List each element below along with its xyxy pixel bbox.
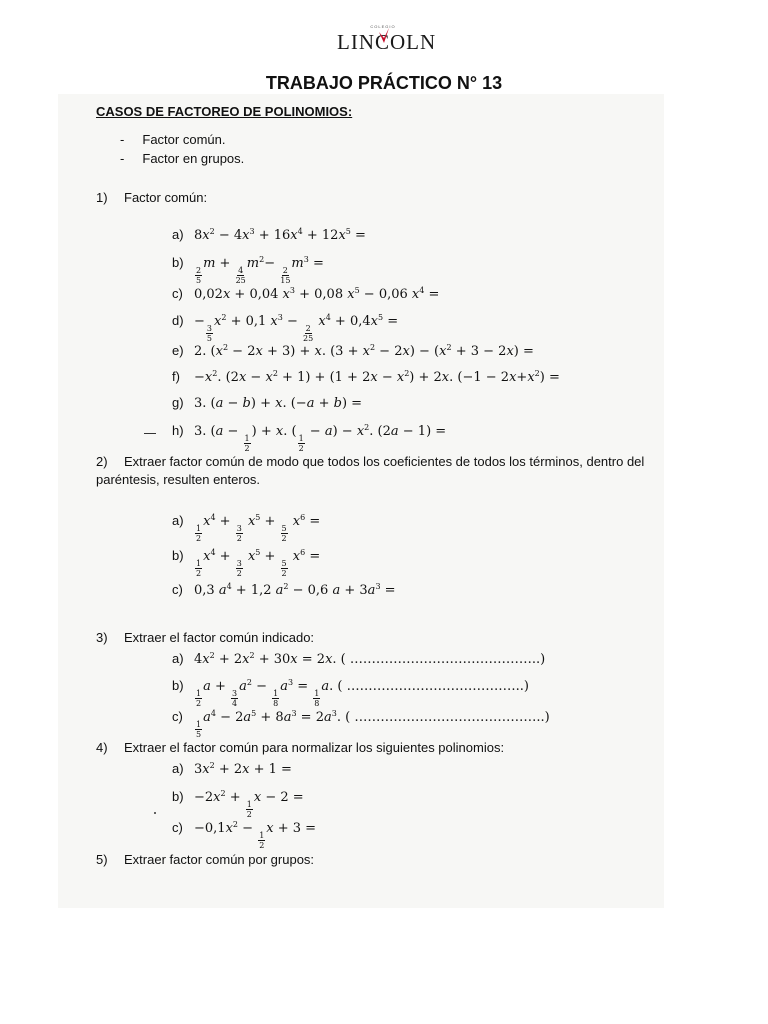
exercise-2c: c) 0,3 $a^4 + 1,2$ $a^2 - 0,6$ $a + 3a^3$ = (172, 582, 396, 598)
exercise-1c: c) 0,02x + 0,04 $x^3 + 0,08$ $x^5 - 0,06$ $x^4$ = (172, 286, 440, 302)
school-logo (337, 24, 437, 58)
exercise-1b: b) $\frac{2}{5}$ m + $\frac{4}{25}$ $m^2-$ $\frac{2}{15}$ $m^3$ = (172, 255, 324, 285)
exercise-1e: e) 2. $(x^2 - 2x + 3) + x$. $(3 + x^2 - 2x) - (x^2 + 3 - 2x)$ = (172, 343, 534, 359)
exercise-3c: c) $\frac{1}{5}$ $a^4 - 2a^5 + 8a^3 = 2a^3$. ( ……………………………………..) (172, 709, 550, 739)
pen-mark (144, 433, 156, 434)
exercise-1a: a) $8x^2 - 4x^3 + 16x^4 + 12x^5$ = (172, 227, 366, 243)
exercise-3b: b) $\frac{1}{2}$ a + $\frac{3}{4}$ $a^2$ − $\frac{1}{8}$ $a^3$ = $\frac{1}{8}$ a. ( …………………………………..) (172, 678, 529, 708)
section-1-heading: 1) Factor común: (96, 190, 208, 205)
bullet-item: - Factor común. (120, 132, 226, 147)
exercise-4b: $b) -2x^2$ + $\frac{1}{2}$ x − 2 = (172, 789, 304, 819)
exercise-1g: g) 3. (a − b) + x. (−a + b) = (172, 395, 363, 411)
pen-dot (154, 812, 156, 814)
exercise-4c: $c) -0,1x^2$ − $\frac{1}{2}$ x + 3 = (172, 820, 317, 850)
exercise-2a: a) $\frac{1}{2}$ $x^4$ + $\frac{3}{2}$ $x^5$ + $\frac{5}{2}$ $x^6$ = (172, 513, 321, 543)
exercise-1f: $f) -x^2$. $(2x - x^2 + 1) + (1 + 2x - x^2) + 2x$. $(-1 - 2x+x^2)$ = (172, 369, 560, 385)
exercise-3a: a) $4x^2 + 2x^2 + 30x = 2x$. ( ……………………………………..) (172, 651, 546, 667)
exercise-1h: h) 3. (a − $\frac{1}{2}$ ) + x. ( $\frac{1}{2}$ − $a) - x^2$. (2a − 1) = (172, 423, 447, 453)
logo-wordmark: LINCOLN (337, 30, 437, 54)
page-title: TRABAJO PRÁCTICO N° 13 (265, 73, 503, 93)
intro-heading: CASOS DE FACTOREO DE POLINOMIOS: (96, 104, 353, 119)
section-4-heading: 4) Extraer el factor común para normalizar los siguientes polinomios: (96, 740, 505, 755)
exercise-4a: a) $3x^2 + 2x + 1$ = (172, 761, 292, 777)
section-5-heading: 5) Extraer factor común por grupos: (96, 852, 315, 867)
logo-checkmark-icon (378, 27, 390, 45)
logo-tagline: COLEGIO (370, 24, 396, 29)
scanned-page (58, 94, 664, 908)
exercise-2b: b) $\frac{1}{2}$ $x^4$ + $\frac{3}{2}$ $x^5$ + $\frac{5}{2}$ $x^6$ = (172, 548, 321, 578)
section-2-heading: 2) Extraer factor común de modo que todos los coeficientes de todos los términos, dentro del paréntesis, resulten enteros. (96, 454, 645, 487)
bullet-item: - Factor en grupos. (120, 151, 245, 166)
section-3-heading: 3) Extraer el factor común indicado: (96, 630, 315, 645)
exercise-1d: d) − $\frac{3}{5}$ $x^2 + 0,1$ $x^3$ − $\frac{2}{25}$ $x^4 + 0,4x^5$ = (172, 313, 399, 343)
